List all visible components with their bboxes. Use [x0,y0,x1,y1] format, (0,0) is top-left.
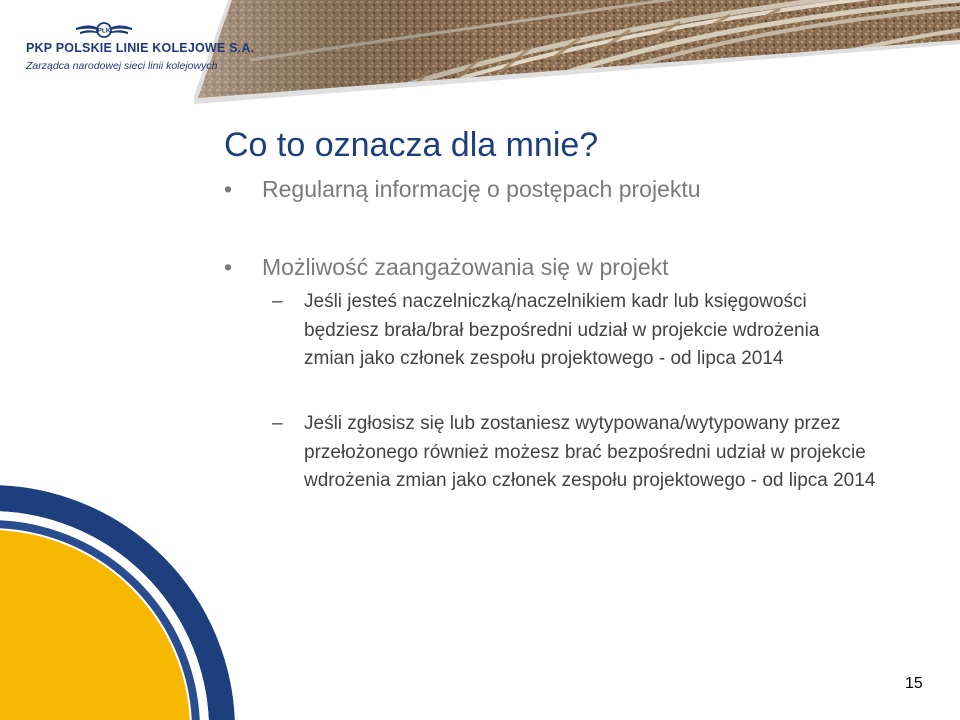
sub-bullet-marker: – [272,291,283,312]
page-number: 15 [905,675,923,692]
bullet-text: Możliwość zaangażowania się w projekt [262,254,669,280]
company-tagline: Zarządca narodowej sieci linii kolejowych [26,60,218,72]
bullet-text: Regularną informację o postępach projektu [262,176,701,202]
bullet-marker: • [224,254,233,280]
company-name: PKP POLSKIE LINIE KOLEJOWE S.A. [26,41,255,55]
sub-bullet-item [272,410,912,496]
sub-bullet-text: Jeśli zgłosisz się lub zostaniesz wytypowana/wytypowany przez przełożonego również możesz brać bezpośredni udział w projekcie wdrożenia zmian jako członek zespołu projektowego - od lipca 2014 [304,413,876,491]
sub-bullet-marker: – [272,413,283,434]
sub-bullet-item [272,288,872,374]
sub-bullet-text: Jeśli jesteś naczelniczką/naczelnikiem kadr lub księgowości będziesz brała/brał bezpośredni udział w projekcie wdrożenia zmian jako członek zespołu projektowego - od lipca 2014 [304,291,820,369]
bullet-marker: • [224,176,233,202]
slide-title: Co to oznacza dla mnie? [224,126,599,164]
logo-emblem-text: PLK [97,27,111,35]
